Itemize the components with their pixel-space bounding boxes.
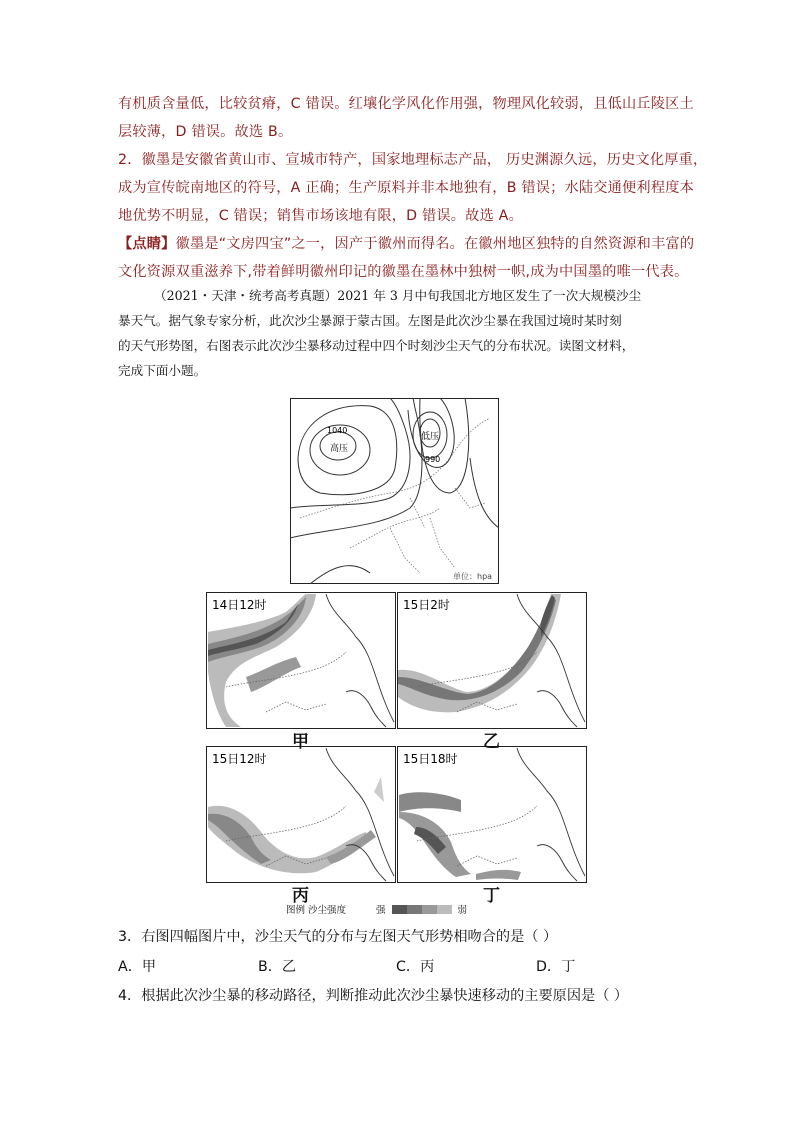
legend-swatch-2: [407, 905, 422, 914]
panel-4-time: 15日18时: [403, 752, 458, 766]
question-source: （2021・天津・统考高考真题）: [154, 288, 338, 303]
panel-3-time: 15日12时: [212, 752, 267, 766]
panel-3-caption: 丙: [292, 886, 309, 906]
low-value: 990: [425, 455, 441, 464]
dust-panel-grid: [206, 592, 587, 884]
option-d[interactable]: D．丁: [536, 959, 576, 975]
legend-weak: 弱: [457, 905, 468, 916]
answer-line-1: 有机质含量低，比较贫瘠，C 错误。红壤化学风化作用强，物理风化较弱，且低山丘陵区土: [118, 96, 694, 112]
question-intro: [118, 283, 684, 383]
weather-map-svg: [290, 398, 499, 584]
question-3: 3．右图四幅图片中，沙尘天气的分布与左图天气形势相吻合的是（ ）: [118, 929, 558, 945]
answer-line-3: 2．徽墨是安徽省黄山市、宣城市特产，国家地理标志产品， 历史渊源久远，历史文化厚重，: [118, 152, 708, 168]
tip-line-2: 文化资源双重滋养下,带着鲜明徽州印记的徽墨在墨林中独树一帜,成为中国墨的唯一代表。: [118, 264, 689, 280]
tip-tag: 【点睛】: [118, 236, 176, 252]
panel-4-caption: 丁: [483, 886, 500, 906]
legend-label: 图例 沙尘强度: [286, 905, 347, 916]
panel-2-time: 15日2时: [403, 598, 450, 612]
weather-pressure-map: [290, 398, 499, 584]
answer-explanation: [118, 90, 708, 286]
intro-line-1: [118, 283, 684, 308]
low-label: 低压: [421, 432, 440, 442]
legend-swatch-4: [437, 905, 452, 914]
dust-panels-svg: [206, 592, 587, 884]
legend-strong: 强: [376, 905, 386, 916]
high-label: 高压: [330, 444, 349, 454]
panel-1-caption: 甲: [292, 732, 309, 752]
panel-1-time: 14日12时: [212, 598, 267, 612]
intro-line-2: 暴天气。据气象专家分析，此次沙尘暴源于蒙古国。左图是此次沙尘暴在我国过境时某时刻: [118, 313, 622, 328]
unit-label: 单位：hpa: [453, 572, 493, 581]
high-value: 1040: [327, 426, 348, 435]
legend-swatch-3: [422, 905, 437, 914]
tip-text: 徽墨是“文房四宝”之一，因产于徽州而得名。在徽州地区独特的自然资源和丰富的: [175, 236, 695, 252]
legend-swatch-1: [392, 905, 407, 914]
dust-legend: [286, 902, 467, 916]
answer-line-2: 层较薄，D 错误。故选 B。: [118, 124, 293, 140]
intro-line-4: 完成下面小题。: [118, 363, 207, 378]
option-a[interactable]: A．甲: [118, 959, 157, 975]
question-4: 4．根据此次沙尘暴的移动路径，判断推动此次沙尘暴快速移动的主要原因是（ ）: [118, 988, 629, 1004]
answer-line-4: 成为宣传皖南地区的符号，A 正确；生产原料并非本地独有，B 错误；水陆交通便利程度本: [118, 180, 694, 196]
panel-2-caption: 乙: [483, 732, 500, 752]
intro-text-1: 2021 年 3 月中旬我国北方地区发生了一次大规模沙尘: [337, 288, 642, 303]
option-c[interactable]: C．丙: [396, 959, 435, 975]
option-b[interactable]: B．乙: [258, 959, 297, 975]
intro-line-3: 的天气形势图，右图表示此次沙尘暴移动过程中四个时刻沙尘天气的分布状况。读图文材料，: [118, 338, 635, 353]
tip-line: [118, 230, 695, 258]
answer-line-5: 地优势不明显，C 错误；销售市场该地有限，D 错误。故选 A。: [118, 208, 523, 224]
